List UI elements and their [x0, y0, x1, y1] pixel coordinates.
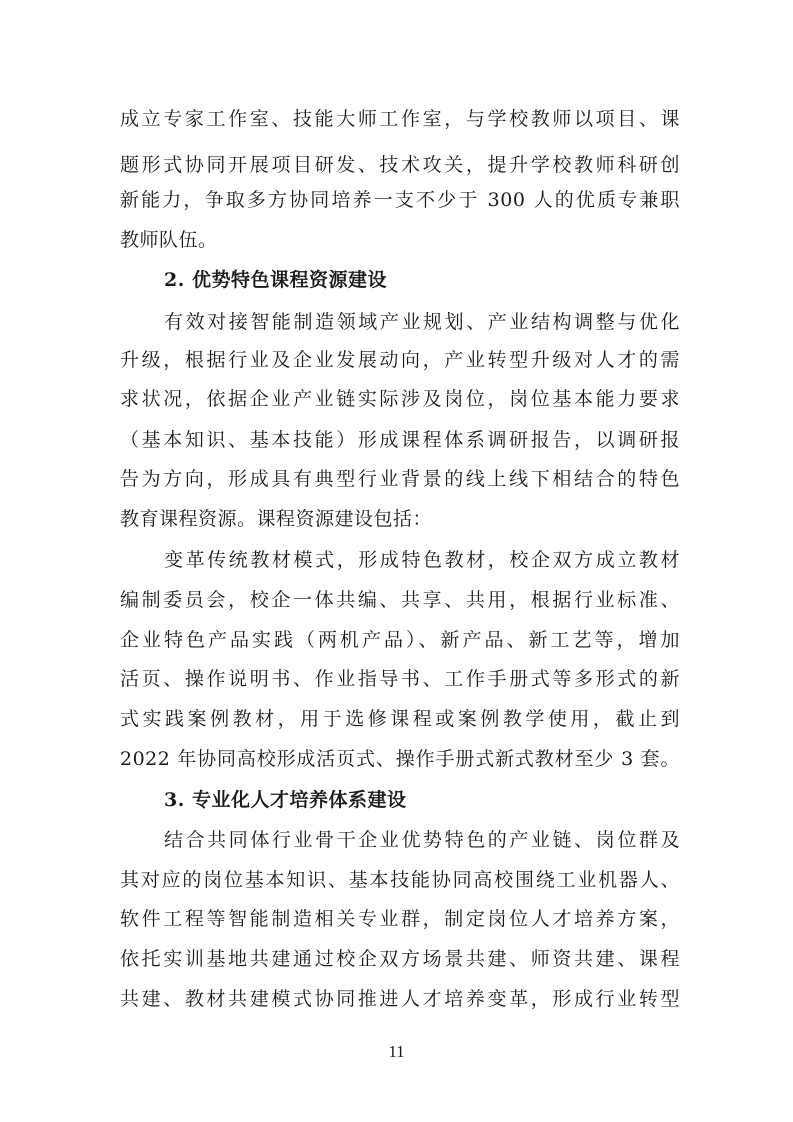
paragraph-line: 企业特色产品实践（两机产品）、新产品、新工艺等，增加 — [120, 629, 680, 651]
page-number: 11 — [388, 1042, 405, 1061]
paragraph-line: 式实践案例教材，用于选修课程或案例教学使用，截止到 — [120, 708, 680, 730]
paragraph-line: 共建、教材共建模式协同推进人才培养变革，形成行业转型 — [120, 988, 680, 1010]
paragraph-line: 编制委员会，校企一体共编、共享、共用，根据行业标准、 — [120, 589, 680, 611]
section-heading: 3. 专业化人才培养体系建设 — [164, 789, 407, 811]
paragraph-line: 有效对接智能制造领域产业规划、产业结构调整与优化 — [164, 311, 680, 333]
paragraph-line: 活页、操作说明书、作业指导书、工作手册式等多形式的新 — [120, 668, 680, 690]
paragraph-line: 求状况，依据企业产业链实际涉及岗位，岗位基本能力要求 — [120, 388, 680, 410]
paragraph-line: （基本知识、基本技能）形成课程体系调研报告，以调研报 — [120, 429, 680, 451]
paragraph-line: 告为方向，形成具有典型行业背景的线上线下相结合的特色 — [120, 468, 680, 490]
paragraph-line: 成立专家工作室、技能大师工作室，与学校教师以项目、课 — [120, 108, 680, 130]
paragraph-line: 升级，根据行业及企业发展动向，产业转型升级对人才的需 — [120, 349, 680, 371]
paragraph-line: 新能力，争取多方协同培养一支不少于 300 人的优质专兼职 — [120, 189, 680, 211]
paragraph-line: 教育课程资源。课程资源建设包括： — [120, 508, 433, 530]
paragraph-line: 软件工程等智能制造相关专业群，制定岗位人才培养方案， — [120, 908, 680, 930]
paragraph-line: 题形式协同开展项目研发、技术攻关，提升学校教师科研创 — [120, 154, 680, 176]
paragraph-line: 教师队伍。 — [120, 229, 218, 251]
paragraph-line: 其对应的岗位基本知识、基本技能协同高校围绕工业机器人、 — [120, 869, 680, 891]
paragraph-line: 变革传统教材模式，形成特色教材，校企双方成立教材 — [164, 549, 680, 571]
section-heading: 2. 优势特色课程资源建设 — [164, 269, 387, 291]
paragraph-line: 依托实训基地共建通过校企双方场景共建、师资共建、课程 — [120, 948, 680, 970]
paragraph-line: 结合共同体行业骨干企业优势特色的产业链、岗位群及 — [164, 829, 680, 851]
paragraph-line: 2022 年协同高校形成活页式、操作手册式新式教材至少 3 套。 — [120, 748, 680, 770]
